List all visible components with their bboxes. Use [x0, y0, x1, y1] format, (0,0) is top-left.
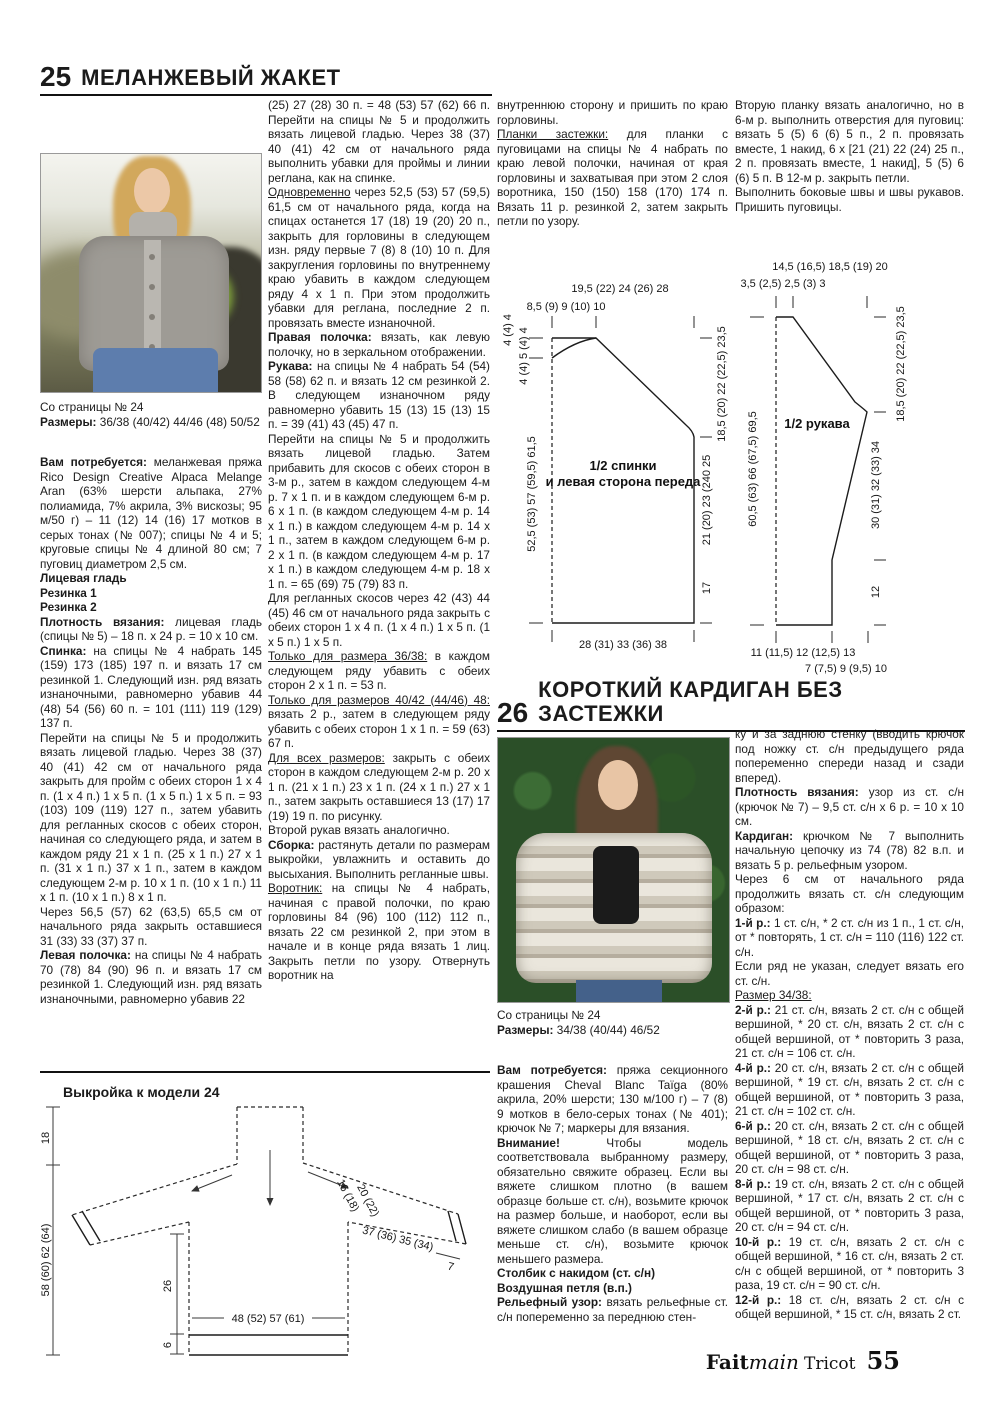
dim-top-width: 14,5 (16,5) 18,5 (19) 20	[772, 261, 888, 273]
section-divider	[40, 1071, 490, 1073]
paragraph: Внимание! Чтобы модель соответствовала выбранному размеру, обязательно свяжите образец. Если вы вяжете слишком плотно (в вашем образце больше ст. с/н), возьмите крючок на размер больше, и наоборот, если вы вяжете слишком слабо (в вашем образце меньше ст. с/н), возьмите крючок меньшего размера.	[497, 1135, 728, 1266]
paragraph: 6-й р.: 20 ст. с/н, вязать 2 ст. с/н с общей вершиной, * 18 ст. с/н, вязать 2 ст. с/н с общей вершиной, от * повторить 3 раза, 20 ст. с/н = 98 ст. с/н.	[735, 1118, 964, 1176]
column-2-text	[268, 98, 490, 983]
paragraph: (25) 27 (28) 30 п. = 48 (53) 57 (62) 66 п. Перейти на спицы № 5 и продолжить вязать лицевой гладью. Через 38 (37) 40 (41) 42 см от начального ряда выполнить убавки для проймы и линии реглана, как на спинке.	[268, 98, 490, 185]
paragraph: Столбик с накидом (ст. с/н)	[497, 1266, 656, 1280]
dim-bottom-1: 11 (11,5) 12 (12,5) 13	[750, 647, 856, 659]
photo-button	[149, 284, 155, 290]
column-3-bottom-text	[497, 1063, 728, 1324]
paragraph: Резинка 1	[40, 585, 97, 600]
paragraph: 8-й р.: 19 ст. с/н, вязать 2 ст. с/н с общей вершиной, * 17 ст. с/н, вязать 2 ст. с/н с общей вершиной, от * повторить 3 раза, 20 ст. с/н = 94 ст. с/н.	[735, 1176, 964, 1234]
footer-page-number: 55	[866, 1346, 900, 1375]
paragraph: Резинка 2	[40, 600, 97, 614]
page-footer	[600, 1346, 900, 1375]
paragraph: Одновременно через 52,5 (53) 57 (59,5) 61,5 см от начального ряда, когда на спицах останется 17 (18) 19 (20) 20 п., закрыть для горловины в следующем изн. ряду первые 7 (8) 8 (10) 10 п. Для закругления горловины по внутреннему краю убавить в каждом следующем ряду 4 х 1 п. При этом продолжить убавки для реглана, последние 2 п. провязать вместе изнаночной.	[268, 185, 490, 330]
paragraph: Плотность вязания: узор из ст. с/н (крючок № 7) – 9,5 ст. с/н х 6 р. = 10 х 10 см.	[735, 785, 964, 828]
dim-sleeve-top-1: 16 (18)	[334, 1177, 362, 1214]
paragraph: Через 6 см от начального ряда продолжить вязать ст. с/н следующим образом:	[735, 872, 964, 915]
photo-jeans	[576, 980, 662, 1003]
paragraph: Левая полочка: на спицы № 4 набрать 70 (78) 84 (90) 96 п. и вязать 17 см резинкой 1. Следующий изн. ряд вязать изнаночными, равномерно убавив 22	[40, 948, 262, 1006]
caption-line: Размеры: 34/38 (40/44) 46/52	[497, 1022, 660, 1037]
column-4-bottom-text	[735, 727, 964, 1322]
dim-neck-width: 8,5 (9) 9 (10) 10	[526, 301, 606, 313]
paragraph: Лицевая гладь	[40, 571, 127, 585]
dim-body-height: 26	[162, 1279, 174, 1293]
dim-body-width: 48 (52) 57 (61)	[231, 1313, 305, 1325]
article-26-title: КОРОТКИЙ КАРДИГАН БЕЗ ЗАСТЕЖКИ	[538, 677, 843, 726]
neck-curve	[552, 338, 596, 358]
schematic-back-front	[499, 278, 740, 678]
spacer	[40, 429, 262, 455]
dim-collar-height: 18	[40, 1131, 52, 1145]
paragraph: Перейти на спицы № 5 и продолжить вязать лицевой гладью. Затем прибавить для скосов с обеих сторон в 3-м р., затем в каждом следующем 4-м р. 7 х 1 п. и в каждом следующем 6-м р. 6 х 1 п. (в каждом следующем 4-м р. 14 х 1 п.) в каждом следующем 4-м р. 14 х 1 п., затем в каждом следующем 6-м р. 2 х 1 п. (в каждом следующем 4-м р. 17 х 1 п.) в каждом следующем 4-м р. 18 х 1 п. = 65 (69) 75 (79) 83 п.	[268, 431, 490, 591]
spacer	[497, 1037, 728, 1063]
article-25-title: МЕЛАНЖЕВЫЙ ЖАКЕТ	[81, 65, 341, 90]
dim-raglan: 18,5 (20) 22 (22,5) 23,5	[716, 326, 728, 442]
paragraph: Планки застежки: для планки с пуговицами на спицы № 4 набрать по краю левой полочки, начиная от края горловины и захватывая при этом 2 слоя воротника, 150 (150) 158 (170) 174 п. Вязать 11 р. резинкой 2, затем закрыть петли по узору.	[497, 127, 728, 228]
paragraph: 4-й р.: 20 ст. с/н, вязать 2 ст. с/н с общей вершиной, * 19 ст. с/н, вязать 2 ст. с/н с общей вершиной, от * повторить 3 раза, 21 ст. с/н = 102 ст. с/н.	[735, 1060, 964, 1118]
article-25-number: 25	[40, 61, 72, 92]
paragraph: Выполнить боковые швы и швы рукавов. Пришить пуговицы.	[735, 185, 964, 214]
dim-left-2: 4 (4) 5 (4) 4	[518, 327, 530, 385]
paragraph: Вторую планку вязать аналогично, но в 6-м р. выполнить отверстия для пуговиц: вязать 5 (5) 6 (6) 5 п., 2 п. провязать вместе, 1 накид, 6 х [21 (21) 22 (24) 25 п., 2 п. провязать вместе, 1 накид], 5 (5) 6 (6) 5 п. В 12-м р. закрыть петли.	[735, 98, 964, 185]
piece-label-line2: и левая сторона переда	[545, 474, 701, 489]
dim-rib-height: 17	[701, 581, 713, 595]
dim-sleeve-length: 37 (36) 35 (34)	[360, 1224, 435, 1254]
paragraph: 2-й р.: 21 ст. с/н, вязать 2 ст. с/н с общей вершиной, * 20 ст. с/н, вязать 2 ст. с/н с общей вершиной, от * повторить 3 раза, 21 ст. с/н = 106 ст. с/н.	[735, 1002, 964, 1060]
dimension-ticks	[750, 296, 886, 643]
column-2	[268, 98, 490, 1056]
cuff-and-hem-lines	[72, 1211, 466, 1355]
paragraph: Рельефный узор: вязать рельефные ст. с/н попеременно за переднюю стен-	[497, 1295, 728, 1324]
piece-label-line1: 1/2 спинки	[589, 458, 657, 473]
paragraph: Через 56,5 (57) 62 (63,5) 65,5 см от начального ряда закрыть оставшиеся 31 (33) 33 (37) 37 п.	[40, 904, 262, 948]
column-1	[40, 400, 262, 1068]
footer-brand-main: main	[748, 1350, 799, 1374]
dim-right-mid: 21 (20) 23 (240 25	[701, 454, 713, 546]
photo-model-face	[598, 760, 638, 810]
photo-25-caption	[40, 400, 262, 429]
paragraph: 10-й р.: 19 ст. с/н, вязать 2 ст. с/н с общей вершиной, * 16 ст. с/н, вязать 2 ст. с/н с общей вершиной, от * повторить 3 раза, 19 ст. с/н = 90 ст. с/н.	[735, 1234, 964, 1292]
photo-black-top	[593, 846, 639, 924]
dim-cuff-width: 7	[446, 1260, 456, 1274]
dim-left-height: 60,5 (63) 66 (67,5) 69,5	[747, 411, 759, 527]
dim-bottom-width: 28 (31) 33 (36) 38	[578, 639, 668, 651]
dim-cuff-height: 12	[870, 585, 882, 599]
dim-left-1: 4 (4) 4	[502, 314, 514, 346]
photo-button	[149, 254, 155, 260]
paragraph: Для регланных скосов через 42 (43) 44 (45) 46 см от начального ряда закрыть с обеих сторон 1 х 4 п. (1 х 4 п.) 1 х 5 п. (1 х 5 п.) 1 х 5 п.	[268, 591, 490, 649]
paragraph: Вам потребуется: пряжа секционного крашения Cheval Blanc Taïga (80% акрила, 20% шерсти; 130 м/100 г) – 7 (8) 9 мотков в бело-серых тонах (№ 401); крючок № 7; маркеры для вязания.	[497, 1063, 728, 1135]
paragraph: Второй рукав вязать аналогично.	[268, 823, 450, 837]
paragraph: Размер 34/38:	[735, 988, 812, 1002]
direction-arrow-left	[192, 1175, 232, 1191]
schematic-sleeve	[722, 256, 972, 688]
paragraph: Только для размера 36/38: в каждом следующем ряду убавить с обеих сторон 2 х 1 п. = 53 п.	[268, 649, 490, 692]
caption-line: Размеры: 36/38 (40/42) 44/46 (48) 50/52	[40, 414, 260, 429]
dim-total-height: 58 (60) 62 (64)	[40, 1223, 52, 1297]
paragraph: Вам потребуется: меланжевая пряжа Rico Design Creative Alpaca Melange Aran (63% шерсти альпака, 27% полиамида, 7% акрила, 3% вискозы; 95 м/50 г) – 11 (12) 14 (16) 17 мотков в серых тонах (№ 007); спицы № 4 и 5; круговые спицы № 4 длиной 80 см; 7 пуговиц диаметром 2,5 см.	[40, 455, 262, 571]
dim-rib-height: 6	[162, 1341, 174, 1349]
footer-brand-tricot: Tricot	[804, 1354, 856, 1374]
photo-26-caption	[497, 1008, 728, 1037]
paragraph: Воротник: на спицы № 4 набрать, начиная с правой полочки, по краю горловины 84 (96) 100 (112) 112 п., вязать 22 см резинкой 2, при этом в начале и в конце ряда вязать 1 лиц. Закрыть петли по узору. Отвернуть воротник на	[268, 881, 490, 982]
dim-right-mid: 30 (31) 32 (33) 34	[870, 440, 882, 530]
outline-path	[776, 317, 867, 625]
paragraph: Воздушная петля (в.п.)	[497, 1280, 632, 1295]
dim-bottom-2: 7 (7,5) 9 (9,5) 10	[805, 663, 887, 675]
paragraph: Если ряд не указан, следует вязать его ст. с/н.	[735, 959, 964, 988]
paragraph: Кардиган: крючком № 7 выполнить начальную цепочку из 74 (78) 82 в.п. и вязать 5 р. рельефным узором.	[735, 828, 964, 872]
dim-sleeve-top-2: 20 (22)	[354, 1182, 382, 1219]
paragraph: Плотность вязания: лицевая гладь (спицы № 5) – 18 п. х 24 р. = 10 х 10 см.	[40, 614, 262, 643]
article-26-header	[497, 678, 965, 732]
photo-model-face	[134, 168, 170, 214]
paragraph: Рукава: на спицы № 4 набрать 54 (54) 58 (58) 62 п. и вязать 12 см резинкой 2. В следующем изнаночном ряду равномерно убавить 15 (13) 15 (13) 15 п. = 39 (41) 43 (45) 47 п.	[268, 359, 490, 431]
caption-line: Со страницы № 24	[40, 400, 144, 414]
pattern-24-schematic	[40, 1102, 490, 1394]
paragraph: Правая полочка: вязать, как левую полочку, но в зеркальном отображении.	[268, 330, 490, 359]
paragraph: 1-й р.: 1 ст. с/н, * 2 ст. с/н из 1 п., 1 ст. с/н, от * повторять, 1 ст. с/н = 110 (116) 122 ст. с/н.	[735, 915, 964, 959]
column-1-text	[40, 455, 262, 1006]
dim-top-width: 19,5 (22) 24 (26) 28	[571, 283, 669, 295]
photo-button	[149, 314, 155, 320]
caption-line: Со страницы № 24	[497, 1008, 601, 1022]
article-25-header	[40, 61, 492, 96]
paragraph: Сборка: растянуть детали по размерам выкройки, увлажнить и оставить до высыхания. Выполнить регланные швы.	[268, 837, 490, 881]
column-3-bottom	[497, 1008, 728, 1394]
column-4-bottom	[735, 727, 964, 1345]
pattern-24-title: Выкройка к модели 24	[63, 1084, 220, 1100]
paragraph: Для всех размеров: закрыть с обеих сторон в каждом следующем 2-м р. 20 х 1 п. (21 х 1 п.) 23 х 1 п. (24 х 1 п.) 27 х 1 п., затем закрыть оставшиеся 13 (17) 17 (19) 19 п. по рисунку.	[268, 750, 490, 823]
paragraph: внутреннюю сторону и пришить по краю горловины.	[497, 98, 728, 127]
dim-side-height: 52,5 (53) 57 (59,5) 61,5	[526, 436, 538, 552]
photo-model-26	[497, 737, 730, 1003]
piece-label: 1/2 рукава	[784, 416, 850, 431]
paragraph: Перейти на спицы № 5 и продолжить вязать лицевой гладью. Через 38 (37) 40 (41) 42 см от начального ряда закрыть для пройм с обеих сторон 1 х 4 п. (1 х 4 п.) 1 х 5 п. (1 х 5 п.) 1 х 5 п. = 93 (103) 109 (119) 127 п., затем убавить для регланных скосов с обеих сторон, начиная со следующего ряда, и затем в каждом ряду 21 х 1 п. (25 х 1 п.) 27 х 1 п. (31 х 1 п.) 37 х 1 п., затем в каждом следующем 2-м р. 10 х 1 п. (10 х 1 п.) 11 х 1 п. (10 х 1 п.) 8 х 1 п.	[40, 730, 262, 904]
paragraph: ку и за заднюю стенку (вводить крючок под ножку ст. с/н предыдущего ряда попеременно спереди назад и сзади вперед).	[735, 727, 964, 785]
footer-brand-fait: Fait	[705, 1350, 749, 1374]
column-4-text	[735, 98, 964, 214]
photo-model-25	[40, 153, 262, 393]
article-26-number: 26	[497, 697, 529, 728]
photo-jeans	[93, 348, 218, 393]
dim-raglan: 18,5 (20) 22 (22,5) 23,5	[895, 306, 907, 422]
paragraph: Спинка: на спицы № 4 набрать 145 (159) 173 (185) 197 п. и вязать 17 см резинкой 1. Следующий изн. ряд вязать изнаночными, равномерно убавив 44 (48) 54 (56) 60 п. = 101 (111) 119 (129) 137 п.	[40, 643, 262, 730]
paragraph: 12-й р.: 18 ст. с/н, вязать 2 ст. с/н с общей вершиной, * 15 ст. с/н, вязать 2 ст.	[735, 1292, 964, 1321]
dim-top-inner: 3,5 (2,5) 2,5 (3) 3	[740, 278, 826, 290]
column-3-top	[497, 98, 728, 229]
paragraph: Только для размеров 40/42 (44/46) 48: вязать 2 р., затем в следующем ряду убавить с обеих сторон 1 х 1 п. = 59 (63) 67 п.	[268, 692, 490, 750]
column-4-top	[735, 98, 964, 214]
column-3-text	[497, 98, 728, 229]
